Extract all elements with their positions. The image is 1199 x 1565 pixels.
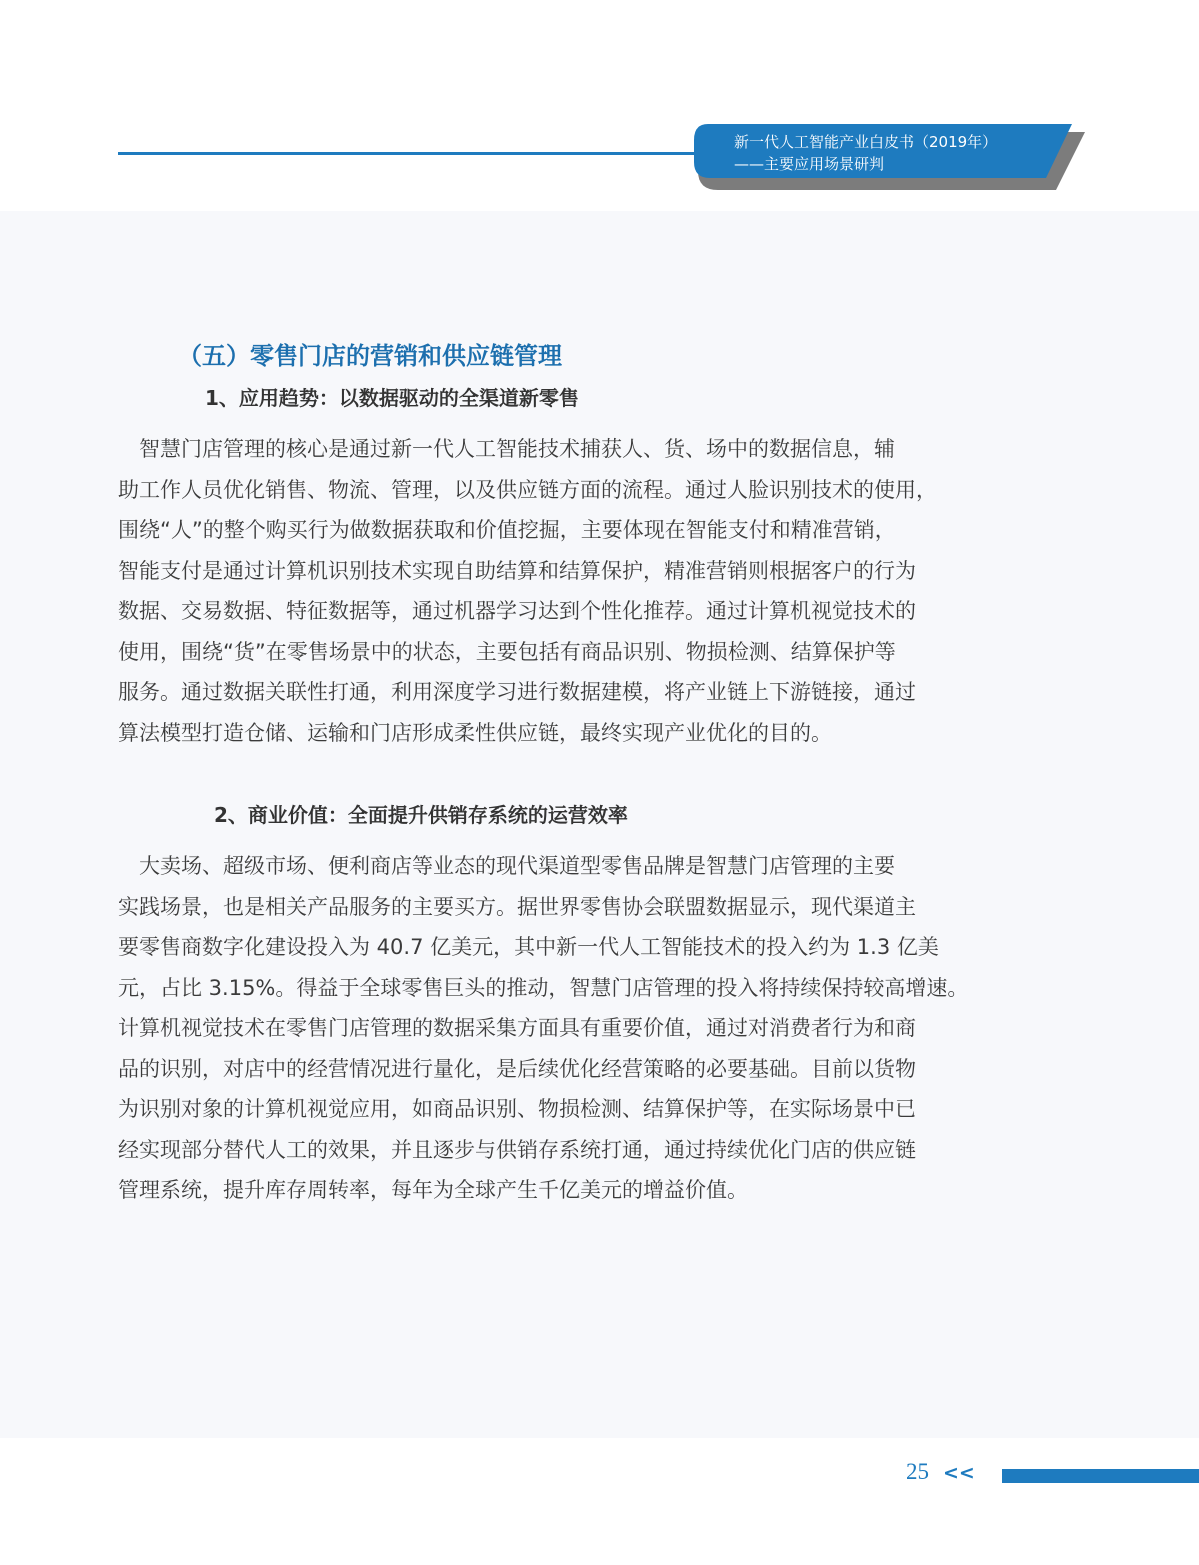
header-title: 新一代人工智能产业白皮书（2019年） bbox=[734, 133, 998, 151]
paragraph-line: 元，占比 3.15%。得益于全球零售巨头的推动，智慧门店管理的投入将持续保持较高增速。 bbox=[118, 975, 969, 1000]
paragraph-line: 算法模型打造仓储、运输和门店形成柔性供应链，最终实现产业优化的目的。 bbox=[118, 720, 832, 745]
paragraph-line: 要零售商数字化建设投入为 40.7 亿美元，其中新一代人工智能技术的投入约为 1.3 亿美 bbox=[118, 935, 939, 959]
paragraph-line: 服务。通过数据关联性打通，利用深度学习进行数据建模，将产业链上下游链接，通过 bbox=[118, 680, 916, 704]
paragraph-1 bbox=[118, 429, 1082, 753]
header-rule bbox=[118, 152, 703, 155]
paragraph-line: 管理系统，提升库存周转率，每年为全球产生千亿美元的增益价值。 bbox=[118, 1178, 748, 1202]
page-back-icon: << bbox=[943, 1462, 975, 1484]
paragraph-2 bbox=[118, 846, 1082, 1211]
paragraph-line: 经实现部分替代人工的效果，并且逐步与供销存系统打通，通过持续优化门店的供应链 bbox=[118, 1137, 916, 1162]
paragraph-line: 大卖场、超级市场、便利商店等业态的现代渠道型零售品牌是智慧门店管理的主要 bbox=[118, 854, 895, 878]
paragraph-line: 智能支付是通过计算机识别技术实现自助结算和结算保护，精准营销则根据客户的行为 bbox=[118, 558, 916, 583]
paragraph-line: 使用，围绕“货”在零售场景中的状态，主要包括有商品识别、物损检测、结算保护等 bbox=[118, 639, 896, 664]
section-title: （五）零售门店的营销和供应链管理 bbox=[178, 342, 562, 370]
paragraph-line: 数据、交易数据、特征数据等，通过机器学习达到个性化推荐。通过计算机视觉技术的 bbox=[118, 599, 916, 623]
paragraph-line: 品的识别，对店中的经营情况进行量化，是后续优化经营策略的必要基础。目前以货物 bbox=[118, 1056, 916, 1081]
paragraph-line: 围绕“人”的整个购买行为做数据获取和价值挖掘，主要体现在智能支付和精准营销， bbox=[118, 518, 896, 542]
subsection-heading-1: 1、应用趋势：以数据驱动的全渠道新零售 bbox=[205, 386, 579, 410]
paragraph-line: 计算机视觉技术在零售门店管理的数据采集方面具有重要价值，通过对消费者行为和商 bbox=[118, 1016, 916, 1040]
paragraph-line: 智慧门店管理的核心是通过新一代人工智能技术捕获人、货、场中的数据信息，辅 bbox=[118, 437, 895, 461]
footer-bar bbox=[1002, 1469, 1199, 1483]
subsection-heading-2: 2、商业价值：全面提升供销存系统的运营效率 bbox=[214, 803, 628, 827]
paragraph-line: 助工作人员优化销售、物流、管理，以及供应链方面的流程。通过人脸识别技术的使用， bbox=[118, 477, 937, 502]
paragraph-line: 为识别对象的计算机视觉应用，如商品识别、物损检测、结算保护等，在实际场景中已 bbox=[118, 1097, 916, 1121]
header-subtitle: ——主要应用场景研判 bbox=[734, 155, 885, 173]
page-number: 25 bbox=[906, 1459, 929, 1484]
paragraph-line: 实践场景，也是相关产品服务的主要买方。据世界零售协会联盟数据显示，现代渠道主 bbox=[118, 894, 916, 919]
